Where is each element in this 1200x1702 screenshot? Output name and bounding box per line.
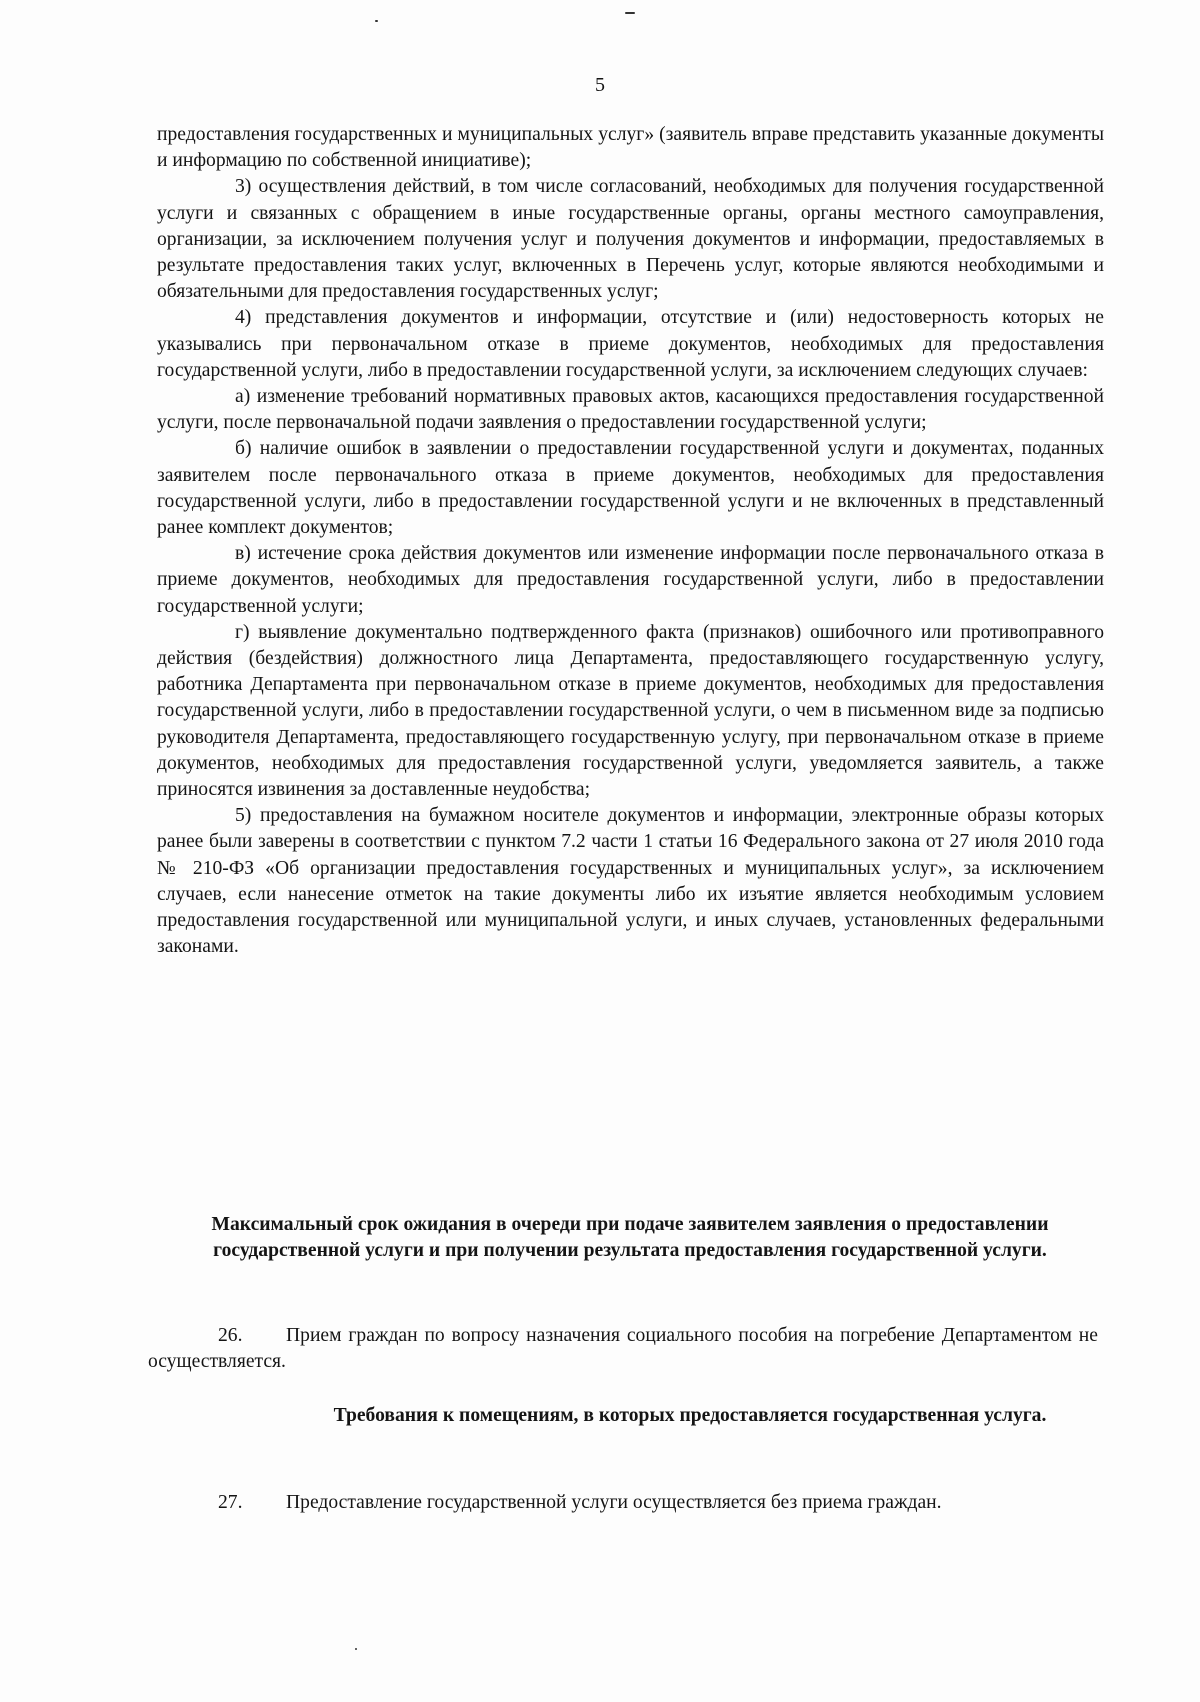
section-26 [148,1323,1098,1375]
section-text: Прием граждан по вопросу назначения социального пособия на погребение Департаментом не осуществляется. [148,1325,1098,1373]
paragraph-subitem-v: в) истечение срока действия документов или изменение информации после первоначального отказа в приеме документов, необходимых для предоставления государственной услуги, либо в предоставлении государственной услуги; [157,543,1104,617]
section-text: Предоставление государственной услуги осуществляется без приема граждан. [286,1492,942,1513]
section-number: 26. [218,1325,243,1346]
paragraph-subitem-b: б) наличие ошибок в заявлении о предоставлении государственной услуги и документах, поданных заявителем после первоначального отказа в приеме документов, необходимых для предоставления государственной услуги, либо в предоставлении государственной услуги и не включенных в представленный ранее комплект документов; [157,438,1104,539]
body-text [157,122,1104,961]
section-heading-waiting-time: Максимальный срок ожидания в очереди при подаче заявителем заявления о предоставлении государственной услуги и при получении результата предоставления государственной услуги. [211,1214,1049,1262]
scan-mark [625,12,635,14]
scan-mark [375,20,378,22]
paragraph-item-5: 5) предоставления на бумажном носителе документов и информации, электронные образы которых ранее были заверены в соответствии с пунктом 7.2 части 1 статьи 16 Федерального закона от 27 июля 2010 года № 210-ФЗ «Об организации предоставления государственных и муниципальных услуг», за исключением случаев, если нанесение отметок на такие документы либо их изъятие является необходимым условием предоставления государственной или муниципальной услуги, и иных случаев, установленных федеральными законами. [157,805,1104,958]
paragraph-subitem-a: а) изменение требований нормативных правовых актов, касающихся предоставления государственной услуги, после первоначальной подачи заявления о предоставлении государственной услуги; [157,386,1104,434]
page-number: 5 [595,74,605,96]
scan-mark [355,1648,357,1650]
paragraph-subitem-g: г) выявление документально подтвержденного факта (признаков) ошибочного или противоправного действия (бездействия) должностного лица Департамента, предоставляющего государственную услугу, работника Департамента при первоначальном отказе в приеме документов, необходимых для предоставления государственной услуги, либо в предоставлении государственной услуги, о чем в письменном виде за подписью руководителя Департамента, предоставляющего государственную услугу, при первоначальном отказе в приеме документов, необходимых для предоставления государственной услуги, уведомляется заявитель, а также приносятся извинения за доставленные неудобства; [157,621,1104,801]
paragraph-item-4: 4) представления документов и информации, отсутствие и (или) недостоверность которых не указывались при первоначальном отказе в приеме документов, необходимых для предоставления государственной услуги, либо в предоставлении государственной услуги, за исключением следующих случаев: [157,307,1104,381]
paragraph-item-3: 3) осуществления действий, в том числе согласований, необходимых для получения государственной услуги и связанных с обращением в иные государственные органы, органы местного самоуправления, организации, за исключением получения услуг и получения документов и информации, предоставляемых в результате предоставления таких услуг, включенных в Перечень услуг, которые являются необходимыми и обязательными для предоставления государственных услуг; [157,176,1104,303]
section-heading-premises: Требования к помещениям, в которых предоставляется государственная услуга. [333,1405,1047,1426]
section-number: 27. [218,1492,243,1513]
paragraph-continuation: предоставления государственных и муниципальных услуг» (заявитель вправе представить указанные документы и информацию по собственной инициативе); [157,124,1104,172]
section-27 [148,1490,1098,1516]
